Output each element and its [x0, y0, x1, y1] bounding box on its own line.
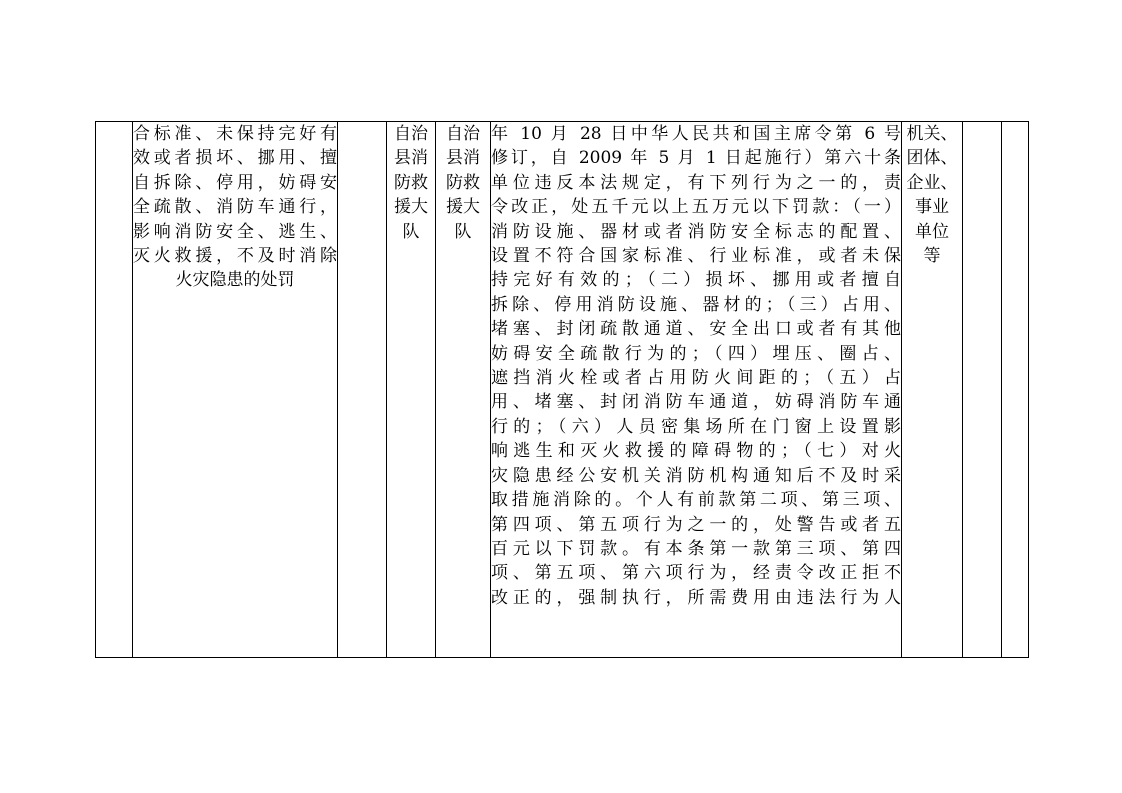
penalty-table	[95, 121, 1029, 658]
basis-line: 拆除、停用消防设施、器材的；（三）占用、	[491, 294, 901, 315]
basis-line: 设置不符合国家标准、行业标准，或者未保	[491, 246, 901, 267]
target-line: 机关、	[906, 124, 958, 144]
target-line: 企业、	[906, 172, 958, 193]
subject-line: 防救	[394, 172, 428, 193]
subject-line: 县消	[394, 148, 428, 169]
dept-line: 援大	[446, 197, 480, 218]
basis-line: 百元以下罚款。有本条第一款第三项、第四	[491, 538, 901, 559]
basis-line: 堵塞、封闭疏散通道、安全出口或者有其他	[491, 319, 901, 340]
cell-target	[902, 122, 963, 658]
cell-subject	[387, 122, 436, 658]
basis-line: 消防设施、器材或者消防安全标志的配置、	[491, 221, 901, 242]
basis-line: 令改正，处五千元以上五万元以下罚款：（一）	[491, 197, 901, 218]
target-line: 团体、	[906, 148, 958, 169]
table-row	[96, 122, 1029, 658]
basis-line: 灾隐患经公安机关消防机构通知后不及时采	[491, 465, 901, 486]
item-name-line: 影响消防安全、逃生、	[133, 221, 337, 242]
subject-line: 自治	[394, 124, 428, 144]
cell-empty	[1002, 122, 1029, 658]
basis-line: 持完好有效的；（二）损坏、挪用或者擅自	[491, 270, 901, 291]
item-name-line: 自拆除、停用，妨碍安	[133, 172, 337, 193]
cell-dept	[436, 122, 491, 658]
basis-line: 妨碍安全疏散行为的；（四）埋压、圈占、	[491, 343, 901, 364]
subject-line: 援大	[394, 197, 428, 218]
dept-line: 县消	[446, 148, 480, 169]
target-line: 单位	[915, 221, 949, 242]
cell-legal-basis	[491, 122, 902, 658]
item-name-line: 全疏散、消防车通行，	[133, 197, 337, 218]
basis-line: 取措施消除的。个人有前款第二项、第三项、	[491, 490, 901, 511]
cell-item-name	[133, 122, 338, 658]
target-line: 等	[923, 246, 941, 267]
basis-line: 响逃生和灭火救援的障碍物的；（七）对火	[491, 441, 901, 462]
basis-line: 单位违反本法规定，有下列行为之一的，责	[491, 172, 901, 193]
cell-empty	[963, 122, 1002, 658]
subject-line: 队	[402, 221, 420, 242]
item-name-line: 效或者损坏、挪用、擅	[133, 148, 337, 169]
basis-line: 改正的，强制执行，所需费用由违法行为人	[491, 587, 901, 608]
basis-line: 第四项、第五项行为之一的，处警告或者五	[491, 514, 901, 535]
cell-empty	[338, 122, 387, 658]
basis-line: 行的；（六）人员密集场所在门窗上设置影	[491, 416, 901, 437]
basis-line: 修订，自 2009 年 5 月 1 日起施行）第六十条	[491, 148, 901, 169]
basis-line: 年 10 月 28 日中华人民共和国主席令第 6 号	[491, 124, 901, 144]
target-line: 事业	[915, 197, 949, 218]
basis-line: 用、堵塞、封闭消防车通道，妨碍消防车通	[491, 392, 901, 413]
dept-line: 队	[454, 221, 472, 242]
basis-line: 项、第五项、第六项行为，经责令改正拒不	[491, 563, 901, 584]
item-name-line: 灭火救援，不及时消除	[133, 246, 337, 267]
item-name-line: 火灾隐患的处罚	[175, 270, 295, 291]
dept-line: 自治	[446, 124, 480, 144]
cell-seq	[96, 122, 133, 658]
dept-line: 防救	[446, 172, 480, 193]
item-name-line: 合标准、未保持完好有	[133, 124, 337, 144]
basis-line: 遮挡消火栓或者占用防火间距的；（五）占	[491, 368, 901, 389]
